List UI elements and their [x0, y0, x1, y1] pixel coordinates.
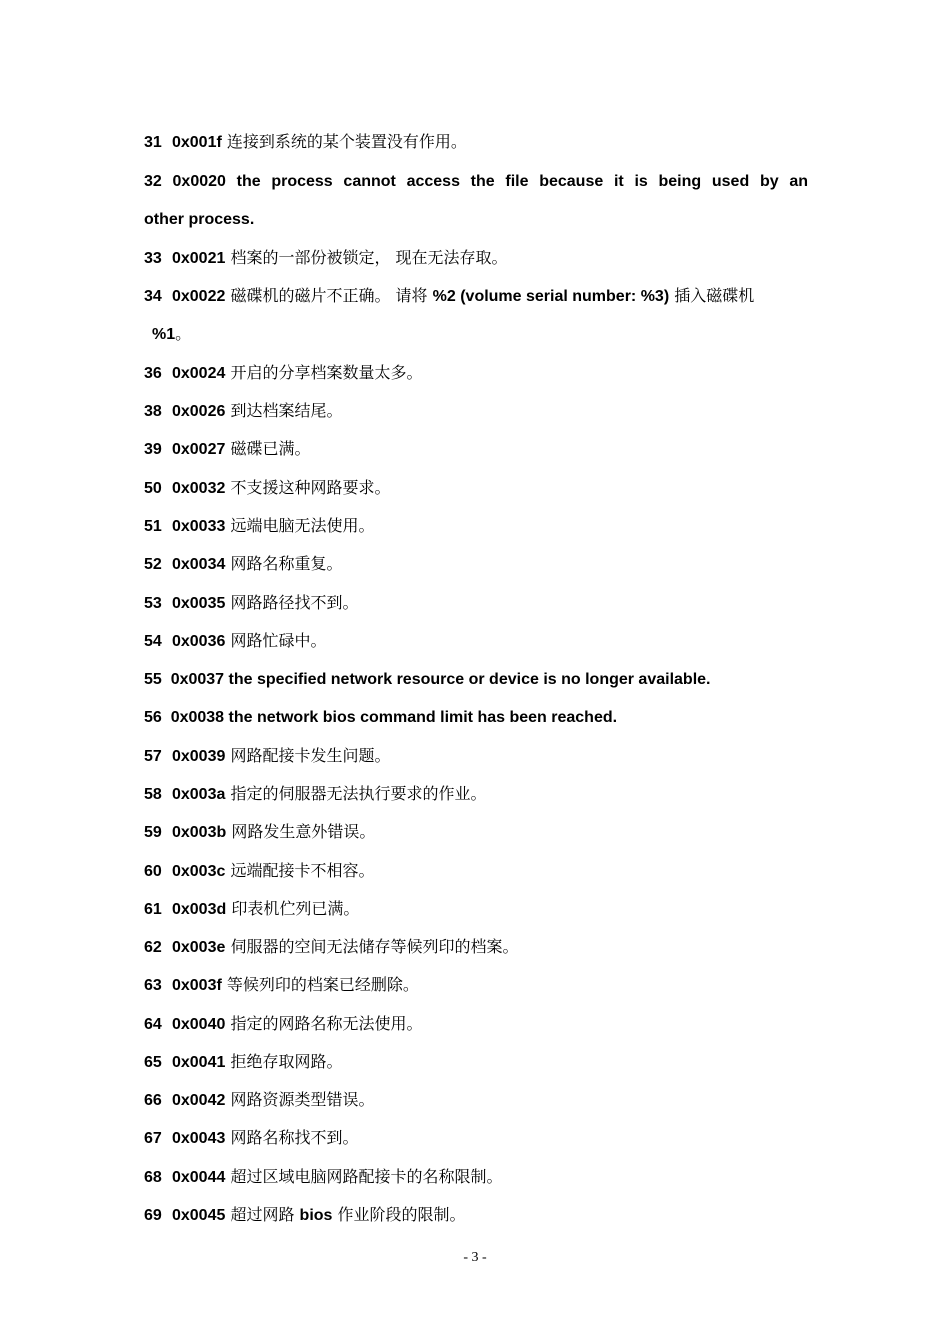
entry-text: 网路资源类型错误。	[230, 1090, 375, 1109]
entry-text: 远端电脑无法使用。	[230, 516, 375, 535]
entry-text: the process cannot access the file because it is being used by an	[236, 173, 808, 190]
entry-text-part-c: 作业阶段的限制。	[332, 1205, 466, 1224]
entry-text: 远端配接卡不相容。	[230, 861, 375, 880]
entry-number: 65	[144, 1054, 162, 1071]
entry-66	[144, 1090, 808, 1111]
entry-text-part-a: 磁碟机的磁片不正确。 请将	[230, 286, 433, 305]
entry-code: 0x003a	[171, 786, 226, 803]
entry-code: 0x003b	[171, 824, 227, 841]
entry-number: 68	[144, 1169, 162, 1186]
entry-number: 60	[144, 863, 162, 880]
entry-text: 磁碟已满。	[230, 439, 311, 458]
entry-text-continued: other process.	[144, 211, 255, 228]
entry-text: 拒绝存取网路。	[230, 1052, 343, 1071]
entry-number: 54	[144, 633, 162, 650]
entry-50	[144, 478, 808, 499]
entry-code: 0x0034	[171, 556, 226, 573]
entry-number: 69	[144, 1207, 162, 1224]
entry-code: 0x003d	[171, 901, 227, 918]
entry-text: 印表机伫列已满。	[231, 899, 360, 918]
entry-code: 0x003e	[171, 939, 226, 956]
entry-36	[144, 363, 808, 384]
entry-number: 56	[144, 709, 162, 726]
entry-text: 连接到系统的某个装置没有作用。	[226, 132, 467, 151]
entry-32	[144, 172, 808, 192]
entry-number: 36	[144, 365, 162, 382]
entry-code: 0x0044	[171, 1169, 226, 1186]
entry-number: 50	[144, 480, 162, 497]
entry-number: 64	[144, 1016, 162, 1033]
entry-code: 0x0041	[171, 1054, 226, 1071]
entry-number: 39	[144, 441, 162, 458]
entry-text: the network bios command limit has been reached.	[228, 709, 618, 726]
entry-39	[144, 439, 808, 460]
entry-text: 伺服器的空间无法储存等候列印的档案。	[230, 937, 519, 956]
entry-text: 档案的一部份被锁定， 现在无法存取。	[230, 248, 508, 267]
entry-58	[144, 784, 808, 805]
entry-text: 网路名称重复。	[230, 554, 343, 573]
entry-code: 0x003c	[171, 863, 226, 880]
entry-text: 指定的伺服器无法执行要求的作业。	[230, 784, 487, 803]
entry-text-part-b: bios	[299, 1207, 333, 1224]
entry-code: 0x0032	[171, 480, 226, 497]
entry-code: 0x0045	[171, 1207, 226, 1224]
entry-number: 38	[144, 403, 162, 420]
entry-text: 指定的网路名称无法使用。	[230, 1014, 423, 1033]
entry-text: 超过区域电脑网路配接卡的名称限制。	[230, 1167, 503, 1186]
entry-68	[144, 1167, 808, 1188]
entry-text: 开启的分享档案数量太多。	[230, 363, 423, 382]
entry-code: 0x0022	[171, 288, 226, 305]
entry-32-continuation	[144, 210, 808, 230]
entry-54	[144, 631, 808, 652]
entry-text: 网路忙碌中。	[230, 631, 327, 650]
entry-text: 网路路径找不到。	[230, 593, 359, 612]
entry-number: 32	[144, 173, 162, 190]
entry-text: 网路配接卡发生问题。	[230, 746, 391, 765]
entry-code: 0x0038	[170, 709, 225, 726]
entry-text: the specified network resource or device is no longer available.	[228, 671, 711, 688]
entry-34	[144, 286, 808, 307]
entry-67	[144, 1128, 808, 1149]
entry-38	[144, 401, 808, 422]
entry-55	[144, 670, 808, 690]
entry-text-part-b: %2 (volume serial number: %3)	[432, 288, 670, 305]
entry-code: 0x0040	[171, 1016, 226, 1033]
entry-number: 67	[144, 1130, 162, 1147]
entry-number: 58	[144, 786, 162, 803]
entry-69	[144, 1205, 808, 1226]
entry-text-part-c: 插入磁碟机	[669, 286, 755, 305]
entry-code: 0x003f	[171, 977, 222, 994]
entry-52	[144, 554, 808, 575]
entry-text: 网路发生意外错误。	[231, 822, 376, 841]
entry-code: 0x001f	[171, 134, 222, 151]
entry-text-part-a: 超过网路	[230, 1205, 300, 1224]
entry-number: 66	[144, 1092, 162, 1109]
entry-code: 0x0024	[171, 365, 226, 382]
entry-61	[144, 899, 808, 920]
entry-63	[144, 975, 808, 996]
entry-code: 0x0020	[172, 173, 226, 190]
entry-text: 等候列印的档案已经删除。	[226, 975, 419, 994]
entry-number: 63	[144, 977, 162, 994]
entry-number: 34	[144, 288, 162, 305]
entry-64	[144, 1014, 808, 1035]
entry-51	[144, 516, 808, 537]
entry-56	[144, 708, 808, 728]
entry-code: 0x0039	[171, 748, 226, 765]
entry-code: 0x0036	[171, 633, 226, 650]
entry-number: 31	[144, 134, 162, 151]
entry-code: 0x0043	[171, 1130, 226, 1147]
entry-number: 55	[144, 671, 162, 688]
entry-text-continued: %1	[152, 326, 176, 343]
entry-number: 53	[144, 595, 162, 612]
entry-65	[144, 1052, 808, 1073]
entry-text: 不支援这种网路要求。	[230, 478, 391, 497]
entry-number: 33	[144, 250, 162, 267]
entry-code: 0x0035	[171, 595, 226, 612]
entry-62	[144, 937, 808, 958]
page-number: - 3 -	[463, 1250, 487, 1265]
entry-number: 62	[144, 939, 162, 956]
entry-57	[144, 746, 808, 767]
entry-60	[144, 861, 808, 882]
entry-text-continued-tail: 。	[175, 324, 192, 343]
entry-code: 0x0037	[170, 671, 225, 688]
entry-33	[144, 248, 808, 269]
entry-number: 61	[144, 901, 162, 918]
entry-code: 0x0033	[171, 518, 226, 535]
entry-number: 57	[144, 748, 162, 765]
entry-59	[144, 822, 808, 843]
entry-number: 51	[144, 518, 162, 535]
entry-34-continuation	[152, 324, 816, 345]
entry-53	[144, 593, 808, 614]
entry-number: 52	[144, 556, 162, 573]
entry-text: 到达档案结尾。	[230, 401, 343, 420]
entry-text: 网路名称找不到。	[230, 1128, 359, 1147]
entry-code: 0x0021	[171, 250, 226, 267]
entry-number: 59	[144, 824, 162, 841]
entry-code: 0x0027	[171, 441, 226, 458]
entry-code: 0x0026	[171, 403, 226, 420]
entry-31	[144, 132, 808, 153]
entry-code: 0x0042	[171, 1092, 226, 1109]
